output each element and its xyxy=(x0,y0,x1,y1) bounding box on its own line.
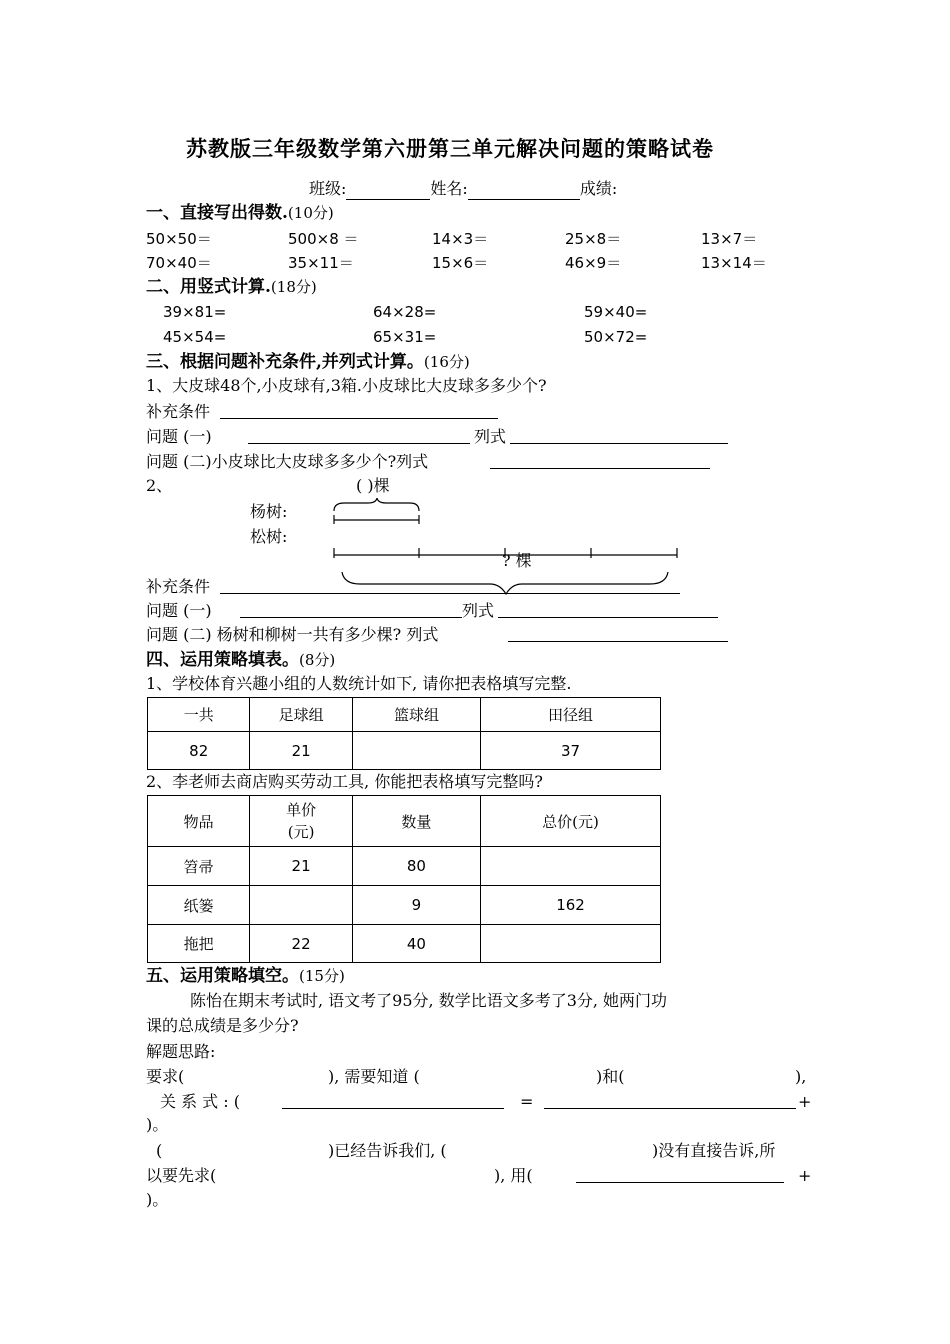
s1-item: 500×8 ＝ xyxy=(288,230,359,248)
s3-q1-p1-label: 问题 (一) xyxy=(146,427,212,446)
s3-q2-p1-label: 问题 (一) xyxy=(146,601,212,620)
table-header: 篮球组 xyxy=(352,698,480,732)
table-cell: 162 xyxy=(481,886,661,925)
s5-line4-a: ( xyxy=(156,1141,163,1160)
s5-line3: )。 xyxy=(146,1115,169,1134)
s3-q2-p2-label: 问题 (二) 杨树和柳树一共有多少棵? 列式 xyxy=(146,625,439,644)
table-header: 一共 xyxy=(148,698,250,732)
class-label: 班级: xyxy=(309,179,347,198)
table-cell: 21 xyxy=(250,732,352,770)
section3-heading: 三、根据问题补充条件,并列式计算。(16分) xyxy=(146,352,470,372)
student-info xyxy=(309,178,617,200)
s2-item: 64×28= xyxy=(373,303,437,321)
top-brace xyxy=(334,498,419,511)
table-cell-blank[interactable] xyxy=(352,732,480,770)
s3-q2-number: 2、 xyxy=(146,476,173,495)
table-cell-blank[interactable] xyxy=(250,886,352,925)
table-cell: 笤帚 xyxy=(148,847,250,886)
name-label: 姓名: xyxy=(430,179,468,198)
s3-q2-p1-blank[interactable] xyxy=(240,617,462,618)
table-cell: 80 xyxy=(352,847,480,886)
s1-item: 13×14＝ xyxy=(701,254,767,272)
tree-top-label: ( )棵 xyxy=(356,476,390,495)
line-segment-diagram xyxy=(320,498,690,598)
s5-relation-blank-1[interactable] xyxy=(282,1108,504,1109)
table-sports-groups xyxy=(147,697,661,770)
s3-q1-formula-label: 列式 xyxy=(474,427,507,446)
class-blank[interactable] xyxy=(346,183,430,200)
section5-heading: 五、运用策略填空。(15分) xyxy=(146,966,345,986)
s5-line4-b: )已经告诉我们, ( xyxy=(328,1141,447,1160)
table-header: 总价(元) xyxy=(481,796,661,847)
s5-line6: )。 xyxy=(146,1190,169,1209)
s3-q1-p2-blank[interactable] xyxy=(490,468,710,469)
s2-item: 39×81= xyxy=(163,303,227,321)
s5-line1-b: ), 需要知道 ( xyxy=(328,1067,420,1086)
s4-q2-text: 2、李老师去商店购买劳动工具, 你能把表格填写完整吗? xyxy=(146,772,543,791)
s5-line5-a: 以要先求( xyxy=(146,1166,217,1185)
table-cell: 21 xyxy=(250,847,352,886)
table-cell-blank[interactable] xyxy=(481,925,661,963)
s1-item: 35×11＝ xyxy=(288,254,354,272)
s5-think-label: 解题思路: xyxy=(146,1042,216,1061)
table-header: 数量 xyxy=(352,796,480,847)
s1-item: 14×3＝ xyxy=(432,230,489,248)
table-tools xyxy=(147,795,661,963)
s1-item: 25×8＝ xyxy=(565,230,622,248)
s1-item: 70×40＝ xyxy=(146,254,212,272)
s5-line2-equals: = xyxy=(520,1092,534,1111)
s3-q1-text: 1、大皮球48个,小皮球有,3箱.小皮球比大皮球多多少个? xyxy=(146,376,547,395)
table-header: 单价 (元) xyxy=(250,796,352,847)
table-cell-blank[interactable] xyxy=(481,847,661,886)
s3-q2-cond-blank[interactable] xyxy=(220,593,680,594)
s5-line5-b: ), 用( xyxy=(494,1166,533,1185)
s5-relation-blank-2[interactable] xyxy=(544,1108,796,1109)
s3-q2-cond-label: 补充条件 xyxy=(146,577,211,596)
song-label: 松树: xyxy=(250,527,288,546)
tree-bottom-label: ? 棵 xyxy=(502,551,532,570)
s3-q1-formula-blank[interactable] xyxy=(510,443,728,444)
s5-line1-d: ), xyxy=(795,1067,807,1086)
s3-q1-p1-blank[interactable] xyxy=(248,443,470,444)
s5-line1-a: 要求( xyxy=(146,1067,185,1086)
s3-q2-formula-label: 列式 xyxy=(462,601,495,620)
section4-heading: 四、运用策略填表。(8分) xyxy=(146,650,336,670)
yang-label: 杨树: xyxy=(250,502,288,521)
score-label: 成绩: xyxy=(579,179,618,198)
s3-q2-p2-blank[interactable] xyxy=(508,641,728,642)
table-cell: 40 xyxy=(352,925,480,963)
s3-q1-p2-label: 问题 (二)小皮球比大皮球多多少个?列式 xyxy=(146,452,429,471)
s1-item: 13×7＝ xyxy=(701,230,758,248)
s5-line5-plus: + xyxy=(798,1166,812,1185)
table-cell: 82 xyxy=(148,732,250,770)
table-cell: 拖把 xyxy=(148,925,250,963)
page-title: 苏教版三年级数学第六册第三单元解决问题的策略试卷 xyxy=(186,136,714,161)
s2-item: 65×31= xyxy=(373,328,437,346)
s5-para-line1: 陈怡在期末考试时, 语文考了95分, 数学比语文多考了3分, 她两门功 xyxy=(190,991,668,1010)
s2-item: 45×54= xyxy=(163,328,227,346)
table-cell: 9 xyxy=(352,886,480,925)
s5-line4-c: )没有直接告诉,所 xyxy=(652,1141,776,1160)
s2-item: 50×72= xyxy=(584,328,648,346)
s1-item: 15×6＝ xyxy=(432,254,489,272)
table-cell: 37 xyxy=(481,732,661,770)
name-blank[interactable] xyxy=(468,183,580,200)
s5-line1-c: )和( xyxy=(596,1067,625,1086)
table-header: 田径组 xyxy=(481,698,661,732)
section2-heading: 二、用竖式计算.(18分) xyxy=(146,277,317,297)
table-header: 足球组 xyxy=(250,698,352,732)
s5-line2-a: 关 系 式 : ( xyxy=(160,1092,240,1111)
s1-item: 50×50＝ xyxy=(146,230,212,248)
table-header: 物品 xyxy=(148,796,250,847)
s3-q2-formula-blank[interactable] xyxy=(498,617,718,618)
table-cell: 22 xyxy=(250,925,352,963)
s1-item: 46×9＝ xyxy=(565,254,622,272)
s3-q1-cond-blank[interactable] xyxy=(220,418,498,419)
s5-method-blank[interactable] xyxy=(576,1182,784,1183)
bottom-brace xyxy=(342,572,668,594)
s3-q1-cond-label: 补充条件 xyxy=(146,402,211,421)
s5-para-line2: 课的总成绩是多少分? xyxy=(146,1016,299,1035)
s2-item: 59×40= xyxy=(584,303,648,321)
s5-line2-plus: + xyxy=(798,1092,812,1111)
s4-q1-text: 1、学校体育兴趣小组的人数统计如下, 请你把表格填写完整. xyxy=(146,674,572,693)
section1-heading: 一、直接写出得数.(10分) xyxy=(146,203,334,223)
table-cell: 纸篓 xyxy=(148,886,250,925)
